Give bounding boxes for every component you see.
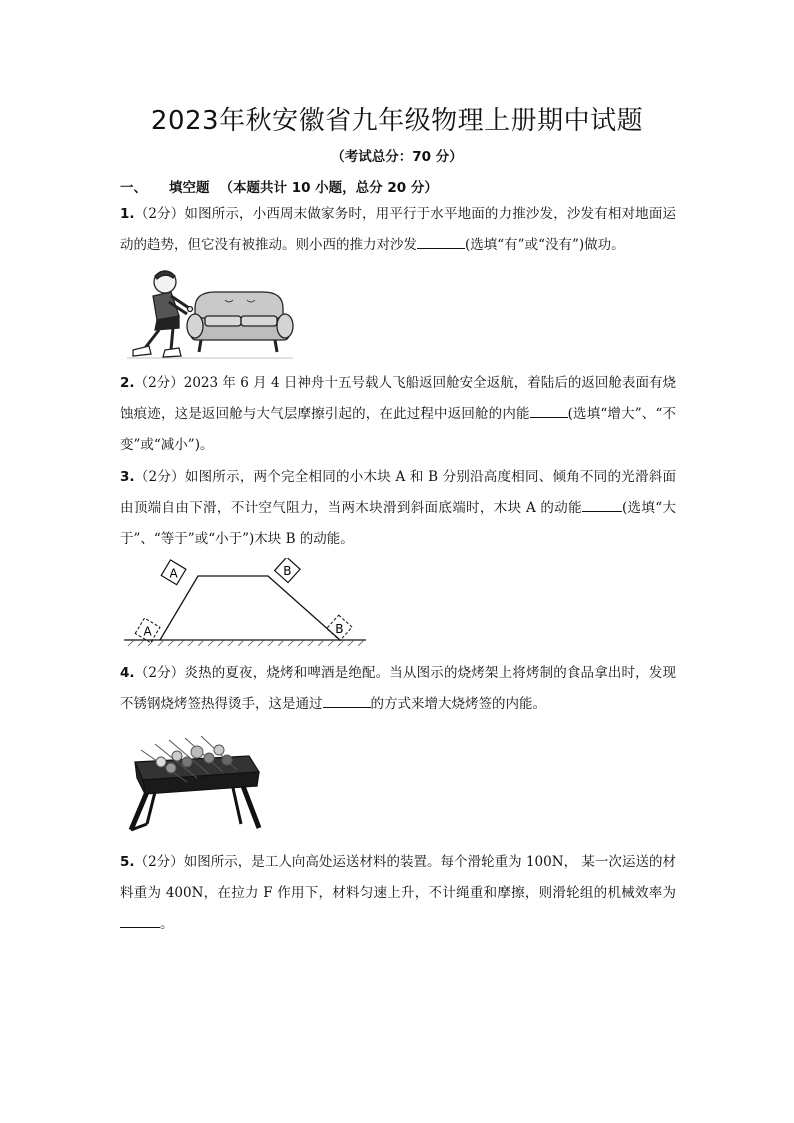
section-number: 一、	[120, 180, 147, 196]
page-title: 2023年秋安徽省九年级物理上册期中试题	[150, 106, 644, 136]
incline-blocks-figure	[120, 558, 370, 650]
answer-blank[interactable]	[323, 694, 371, 708]
question-text-end: 。	[160, 916, 174, 932]
question-text-end: (选填“增大”、“不变”或“减小”)。	[120, 406, 677, 453]
answer-blank[interactable]	[530, 404, 568, 418]
block-b-bottom	[327, 615, 352, 640]
question-points: （2分）	[134, 665, 185, 681]
answer-blank[interactable]	[582, 498, 622, 512]
question-5	[120, 847, 676, 940]
question-points: （2分）	[134, 206, 185, 222]
question-text: 如图所示，是工人向高处运送材料的装置。每个滑轮重为 100N， 某一次运送的材料重为 400N，在拉力 F 作用下，材料匀速上升，不计绳重和摩擦，则滑轮组的机械效率为	[120, 854, 676, 901]
question-number: 4.	[120, 665, 135, 681]
grill-icon	[131, 756, 259, 830]
incline-outline	[160, 576, 340, 640]
question-points: （2分）	[134, 854, 184, 870]
question-text-end: 的方式来增大烧烤签的内能。	[370, 696, 546, 712]
sofa-icon	[187, 292, 293, 352]
block-a-top	[161, 560, 186, 585]
block-b-label: B	[335, 621, 344, 636]
section-name: 填空题	[169, 180, 210, 196]
question-2	[120, 368, 676, 461]
question-points: （2分）	[134, 375, 184, 391]
block-a-label: A	[143, 624, 152, 639]
answer-blank[interactable]	[417, 235, 465, 249]
answer-blank[interactable]	[120, 914, 160, 928]
question-number: 1.	[120, 206, 135, 222]
block-a-bottom	[135, 618, 160, 643]
question-4	[120, 658, 676, 720]
boy-icon	[133, 271, 193, 357]
boy-pushing-sofa-figure	[125, 268, 295, 366]
exam-total-score: （考试总分：70 分）	[331, 149, 463, 165]
question-text: 如图所示，小西周末做家务时，用平行于水平地面的力推沙发，沙发有相对地面运动的趋势，但它没有被推动。则小西的推力对沙发	[120, 206, 676, 253]
barbecue-grill-figure	[125, 732, 265, 836]
question-3	[120, 462, 676, 555]
question-1	[120, 199, 676, 261]
section-header	[120, 176, 438, 196]
question-number: 3.	[120, 469, 135, 485]
block-b-top	[275, 558, 300, 583]
question-text: 如图所示，两个完全相同的小木块 A 和 B 分别沿高度相同、倾角不同的光滑斜面由顶端自由下滑，不计空气阻力，当两木块滑到斜面底端时，木块 A 的动能	[120, 469, 676, 516]
question-number: 5.	[120, 854, 135, 870]
question-number: 2.	[120, 375, 135, 391]
question-text: 炎热的夏夜，烧烤和啤酒是绝配。当从图示的烧烤架上将烤制的食品拿出时，发现不锈钢烧烤签热得烫手，这是通过	[120, 665, 676, 712]
question-text-end: (选填“有”或“没有”)做功。	[465, 237, 625, 253]
question-text: 2023 年 6 月 4 日神舟十五号载人飞船返回舱安全返航，着陆后的返回舱表面有烧蚀痕迹，这是返回舱与大气层摩擦引起的，在此过程中返回舱的内能	[120, 375, 676, 422]
block-a-label: A	[169, 566, 178, 581]
ground-hatching	[128, 640, 364, 646]
section-note: （本题共计 10 小题，总分 20 分）	[219, 180, 438, 196]
question-points: （2分）	[134, 469, 185, 485]
block-b-label: B	[283, 563, 292, 578]
question-text-end: (选填“大于”、“等于”或“小于”)木块 B 的动能。	[120, 500, 676, 547]
